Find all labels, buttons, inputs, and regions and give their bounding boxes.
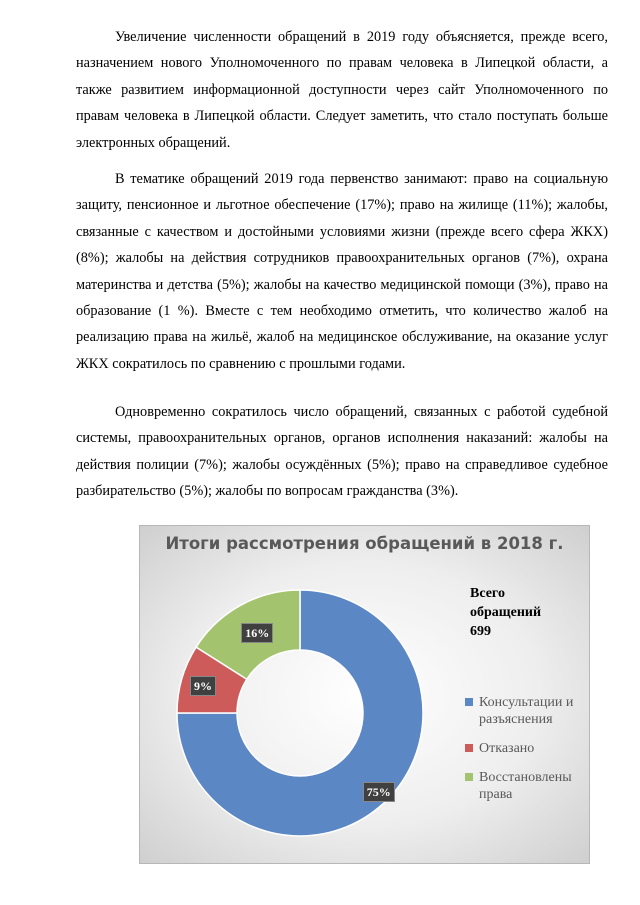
legend-item-consultations <box>463 694 588 728</box>
paragraph-3: Одновременно сократилось число обращений, связанных с работой судебной системы, правоохранительных органов, органов исполнения наказаний: жалобы на действия полиции (7%); жалобы осуждённых (5%); право на справедливое судебное разбирательство (5%); жалобы по вопросам гражданства (3%). <box>76 404 608 500</box>
donut-chart <box>139 525 590 864</box>
data-label-consultations: 75% <box>363 782 395 802</box>
paragraph-2: В тематике обращений 2019 года первенство занимают: право на социальную защиту, пенсионное и льготное обеспечение (17%); право на жилище (11%); жалобы, связанные с качеством и достойными условиями жизни (прежде всего сфера ЖКХ) (8%); жалобы на действия сотрудников правоохранительных органов (7%), охрана материнства и детства (5%); жалобы на качество медицинской помощи (3%), право на образование (1 %). Вместе с тем необходимо отметить, что количество жалоб на реализацию права на жильё, жалоб на медицинское обслуживание, на оказание услуг ЖКХ сократилось по сравнению с прошлыми годами. <box>76 171 608 372</box>
chart-title: Итоги рассмотрения обращений в 2018 г. <box>165 534 564 553</box>
chart-total-annotation <box>470 584 580 641</box>
legend-item-refused <box>463 740 588 757</box>
data-label-restored: 16% <box>241 623 273 643</box>
paragraph-1: Увеличение численности обращений в 2019 году объясняется, прежде всего, назначением нового Уполномоченного по правам человека в Липецкой области, а также развитием информационной доступности через сайт Уполномоченного по правам человека в Липецкой области. Следует заметить, что стало поступать больше электронных обращений. <box>76 29 608 151</box>
legend-swatch <box>465 744 473 752</box>
total-line-2: обращений <box>470 605 542 620</box>
legend-label: Консультации и разъяснения <box>479 695 574 727</box>
legend-item-restored <box>463 769 588 803</box>
legend-swatch <box>465 773 473 781</box>
legend-label: Отказано <box>479 741 535 756</box>
chart-legend <box>463 694 588 815</box>
data-label-refused: 9% <box>190 676 216 696</box>
legend-swatch <box>465 698 473 706</box>
legend-label: Восстановлены права <box>479 770 572 802</box>
total-line-3: 699 <box>470 624 491 639</box>
total-line-1: Всего <box>470 586 505 601</box>
